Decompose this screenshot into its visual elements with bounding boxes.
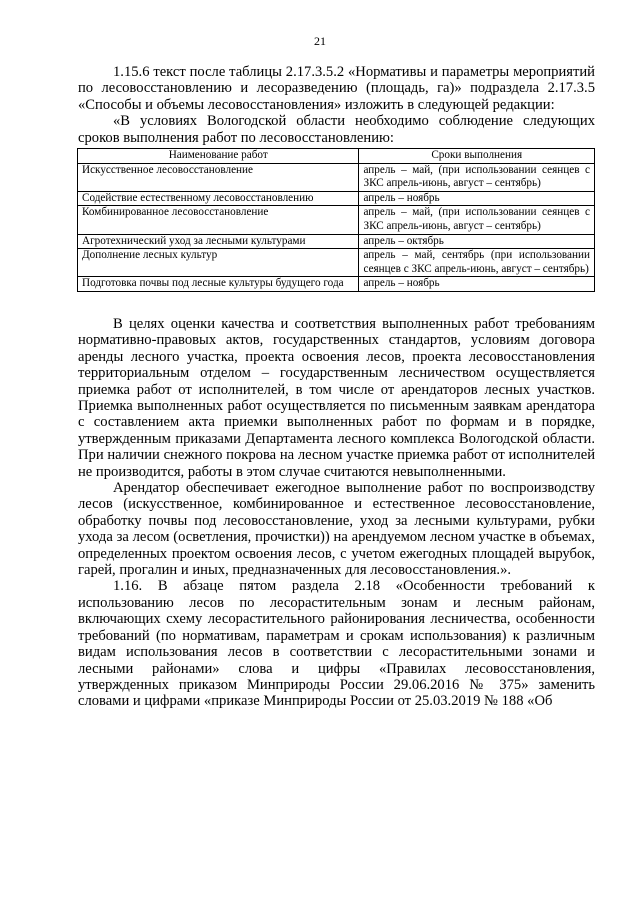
work-term-cell: апрель – ноябрь bbox=[359, 191, 595, 206]
document-body bbox=[78, 64, 595, 710]
table-row bbox=[78, 234, 595, 249]
table-header-row bbox=[78, 149, 595, 164]
reforestation-terms-table bbox=[77, 148, 595, 292]
quote-intro: «В условиях Вологодской области необходимо соблюдение следующих сроков выполнения работ по лесовосстановлению: bbox=[78, 113, 595, 146]
table-row bbox=[78, 249, 595, 277]
table-row bbox=[78, 206, 595, 234]
column-header-work: Наименование работ bbox=[78, 149, 359, 164]
work-term-cell: апрель – май, сентябрь (при использовании сеянцев с ЗКС апрель-июнь, август – сентябрь) bbox=[359, 249, 595, 277]
spacer bbox=[78, 292, 595, 316]
work-name-cell: Искусственное лесовосстановление bbox=[78, 163, 359, 191]
work-name-cell: Подготовка почвы под лесные культуры будущего года bbox=[78, 277, 359, 292]
work-term-cell: апрель – май, (при использовании сеянцев с ЗКС апрель-июнь, август – сентябрь) bbox=[359, 206, 595, 234]
table-row bbox=[78, 163, 595, 191]
work-name-cell: Комбинированное лесовосстановление bbox=[78, 206, 359, 234]
work-name-cell: Агротехнический уход за лесными культурами bbox=[78, 234, 359, 249]
work-name-cell: Дополнение лесных культур bbox=[78, 249, 359, 277]
page-number: 21 bbox=[314, 34, 326, 48]
work-term-cell: апрель – ноябрь bbox=[359, 277, 595, 292]
paragraph-acceptance: В целях оценки качества и соответствия выполненных работ требованиям нормативно-правовых актов, государственных стандартов, условиям договора аренды лесного участка, проекта освоения лесов, проекта лесовосстановления территориальным отделом – государственным лесничеством осуществляется приемка работ от исполнителей, в том числе от арендаторов лесных участков. Приемка выполненных работ осуществляется по письменным заявкам арендатора с составлением акта приемки выполненных работ по формам и в порядке, утвержденным приказами Департамента лесного комплекса Вологодской области. При наличии снежного покрова на лесном участке приемка работ от исполнителей не производится, работы в этом случае считаются невыполненными. bbox=[78, 315, 595, 480]
paragraph-lessee: Арендатор обеспечивает ежегодное выполнение работ по воспроизводству лесов (искусственное, комбинированное и естественное лесовосстановление, обработку почвы под лесовосстановление, уход за лесными культурами, рубки ухода за лесом (осветления, прочистки)) на арендуемом лесном участке в объемах, определенных проектом освоения лесов, с учетом ежегодных площадей вырубок, гарей, прогалин и иных, предназначенных для лесовосстановления.». bbox=[78, 480, 595, 579]
column-header-terms: Сроки выполнения bbox=[359, 149, 595, 164]
paragraph-1-15-6: 1.15.6 текст после таблицы 2.17.3.5.2 «Нормативы и параметры мероприятий по лесовосстановлению и лесоразведению (площадь, га)» подраздела 2.17.3.5 «Способы и объемы лесовосстановления» изложить в следующей редакции: bbox=[78, 64, 595, 113]
paragraph-1-16: 1.16. В абзаце пятом раздела 2.18 «Особенности требований к использованию лесов по лесорастительным зонам и лесным районам, включающих схему лесорастительного районирования лесничества, особенности требований (по нормативам, параметрам и срокам использования) к различным видам использования лесов в соответствии с лесорастительными зонами и лесными районами» слова и цифры «Правилах лесовосстановления, утвержденных приказом Минприроды России 29.06.2016 № 375» заменить словами и цифрами «приказе Минприроды России от 25.03.2019 № 188 «Об bbox=[78, 578, 595, 710]
table-row bbox=[78, 277, 595, 292]
work-term-cell: апрель – май, (при использовании сеянцев с ЗКС апрель-июнь, август – сентябрь) bbox=[359, 163, 595, 191]
table-row bbox=[78, 191, 595, 206]
work-term-cell: апрель – октябрь bbox=[359, 234, 595, 249]
work-name-cell: Содействие естественному лесовосстановлению bbox=[78, 191, 359, 206]
